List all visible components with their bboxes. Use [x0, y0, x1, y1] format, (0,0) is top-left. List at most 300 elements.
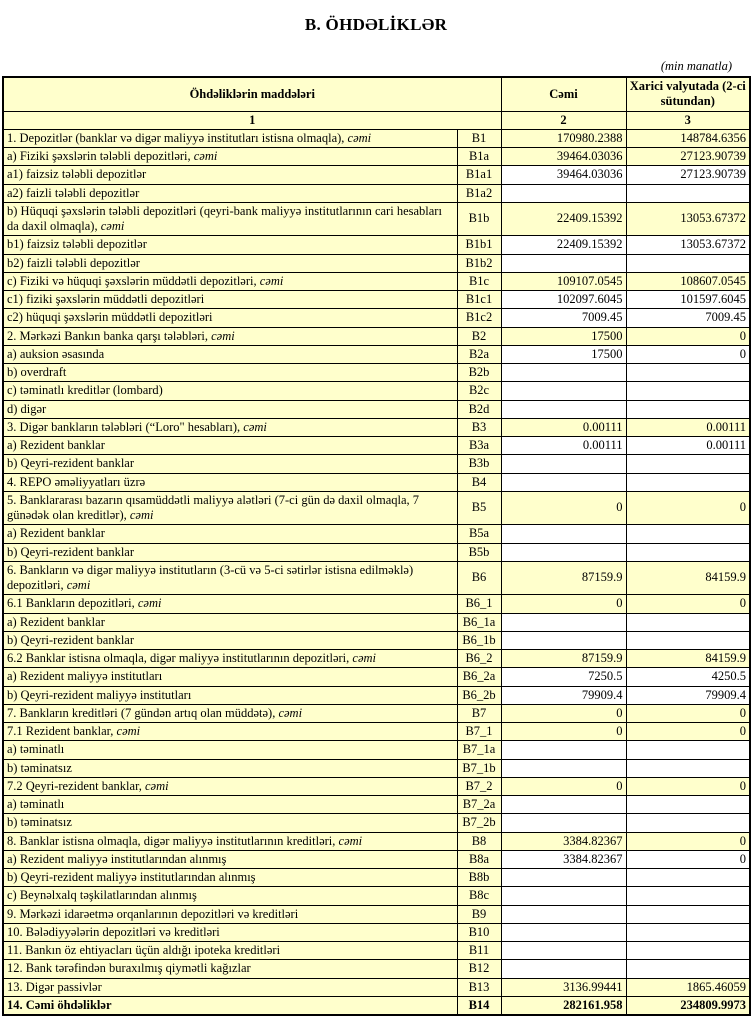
- row-label-text: a) təminatlı: [7, 742, 65, 757]
- row-foreign-cell: [626, 525, 750, 543]
- table-row: [3, 704, 750, 722]
- row-label-text: b) təminatsız: [7, 815, 72, 830]
- row-label-cell: [3, 832, 457, 850]
- row-code-cell: B2b: [457, 364, 501, 382]
- table-row: [3, 887, 750, 905]
- row-label-cell: [3, 129, 457, 147]
- row-foreign-cell: 0: [626, 777, 750, 795]
- row-total-cell: [501, 814, 626, 832]
- row-total-cell: [501, 364, 626, 382]
- row-total-cell: [501, 543, 626, 561]
- row-total-cell: [501, 796, 626, 814]
- table-row: [3, 905, 750, 923]
- row-total-cell: 0: [501, 723, 626, 741]
- row-total-cell: 102097.6045: [501, 291, 626, 309]
- colnum-total: 2: [501, 111, 626, 129]
- row-label-cell: [3, 850, 457, 868]
- row-foreign-cell: 7009.45: [626, 309, 750, 327]
- row-label-text: 7. Bankların kreditləri (7 gündən artıq olan müddətə),: [7, 705, 279, 720]
- row-label-text: 7.2 Qeyri-rezident banklar,: [7, 778, 145, 793]
- row-code-cell: B3: [457, 418, 501, 436]
- row-label-italic-suffix: cəmi: [211, 328, 235, 343]
- row-total-cell: [501, 455, 626, 473]
- row-code-cell: B6_1: [457, 595, 501, 613]
- row-foreign-cell: [626, 455, 750, 473]
- row-label-cell: [3, 400, 457, 418]
- row-total-cell: [501, 184, 626, 202]
- row-total-cell: [501, 254, 626, 272]
- row-label-cell: [3, 437, 457, 455]
- row-label-text: 7.1 Rezident banklar,: [7, 724, 117, 738]
- row-label-cell: [3, 418, 457, 436]
- row-code-cell: B1a1: [457, 166, 501, 184]
- row-foreign-cell: 0: [626, 723, 750, 741]
- row-total-cell: 87159.9: [501, 561, 626, 595]
- row-label-text: a) Rezident maliyyə institutları: [7, 669, 163, 684]
- row-code-cell: B1b: [457, 202, 501, 236]
- row-total-cell: 0: [501, 777, 626, 795]
- row-foreign-cell: 148784.6356: [626, 129, 750, 147]
- row-total-cell: [501, 759, 626, 777]
- row-foreign-cell: 234809.9973: [626, 996, 750, 1015]
- row-label-cell: [3, 254, 457, 272]
- row-code-cell: B3b: [457, 455, 501, 473]
- row-foreign-cell: 84159.9: [626, 650, 750, 668]
- row-foreign-cell: [626, 400, 750, 418]
- row-foreign-cell: [626, 364, 750, 382]
- row-code-cell: B6_1a: [457, 613, 501, 631]
- row-label-cell: [3, 202, 457, 236]
- row-label-cell: [3, 327, 457, 345]
- row-total-cell: 7009.45: [501, 309, 626, 327]
- row-code-cell: B1: [457, 129, 501, 147]
- row-label-text: 9. Mərkəzi idarəetmə orqanlarının depozitləri və kreditləri: [7, 906, 299, 921]
- row-label-text: 4. REPO əməliyyatları üzrə: [7, 474, 146, 489]
- row-total-cell: 3136.99441: [501, 978, 626, 996]
- table-row: [3, 202, 750, 236]
- table-header-row: [3, 77, 750, 111]
- table-row: [3, 309, 750, 327]
- row-foreign-cell: 79909.4: [626, 686, 750, 704]
- row-label-text: b) Hüquqi şəxslərin tələbli depozitləri (qeyri-bank maliyyə institutlarının cari hesabları da daxil olmaqla),: [7, 203, 442, 233]
- table-row: [3, 850, 750, 868]
- row-label-text: b) Qeyri-rezident banklar: [7, 456, 135, 471]
- row-label-cell: [3, 796, 457, 814]
- row-total-cell: [501, 960, 626, 978]
- row-label-cell: [3, 777, 457, 795]
- row-label-text: b) Qeyri-rezident maliyyə institutları: [7, 687, 192, 702]
- row-label-text: 14. Cəmi öhdəliklər: [7, 997, 112, 1012]
- row-code-cell: B11: [457, 942, 501, 960]
- row-label-text: c1) fiziki şəxslərin müddətli depozitləri: [7, 292, 205, 306]
- header-items: Öhdəliklərin maddələri: [3, 77, 501, 111]
- row-total-cell: 79909.4: [501, 686, 626, 704]
- header-total: Cəmi: [501, 77, 626, 111]
- row-code-cell: B6_2: [457, 650, 501, 668]
- row-label-cell: [3, 382, 457, 400]
- row-code-cell: B5: [457, 491, 501, 525]
- row-label-text: 12. Bank tərəfindən buraxılmış qiymətli kağızlar: [7, 961, 251, 976]
- row-code-cell: B2c: [457, 382, 501, 400]
- table-row: [3, 723, 750, 741]
- table-row: [3, 236, 750, 254]
- row-total-cell: 3384.82367: [501, 850, 626, 868]
- row-total-cell: [501, 923, 626, 941]
- row-label-cell: [3, 543, 457, 561]
- row-label-text: a2) faizli tələbli depozitlər: [7, 185, 140, 200]
- row-label-italic-suffix: cəmi: [259, 273, 284, 288]
- row-label-cell: [3, 148, 457, 166]
- row-code-cell: B6_2b: [457, 686, 501, 704]
- table-row: [3, 832, 750, 850]
- table-row: [3, 759, 750, 777]
- row-label-text: a) Fiziki şəxslərin tələbli depozitləri,: [7, 149, 194, 163]
- row-code-cell: B8a: [457, 850, 501, 868]
- row-code-cell: B4: [457, 473, 501, 491]
- row-foreign-cell: [626, 814, 750, 832]
- row-code-cell: B13: [457, 978, 501, 996]
- colnum-items: 1: [3, 111, 501, 129]
- row-code-cell: B14: [457, 996, 501, 1015]
- table-row: [3, 686, 750, 704]
- row-foreign-cell: 0: [626, 704, 750, 722]
- row-label-text: b) Qeyri-rezident maliyyə institutlarından alınmış: [7, 870, 256, 884]
- row-label-cell: [3, 309, 457, 327]
- table-row: [3, 741, 750, 759]
- colnum-foreign: 3: [626, 111, 750, 129]
- row-label-text: 10. Bələdiyyələrin depozitləri və kreditləri: [7, 924, 220, 939]
- row-label-text: b) təminatsız: [7, 760, 72, 775]
- row-total-cell: 0.00111: [501, 437, 626, 455]
- row-label-text: 6.1 Bankların depozitləri,: [7, 596, 138, 611]
- row-foreign-cell: 0: [626, 832, 750, 850]
- row-label-text: b1) faizsiz tələbli depozitlər: [7, 237, 147, 252]
- row-code-cell: B7_1: [457, 723, 501, 741]
- row-total-cell: [501, 382, 626, 400]
- row-label-text: 6.2 Banklar istisna olmaqla, digər maliyyə institutlarının depozitləri,: [7, 651, 353, 665]
- row-label-text: c2) hüquqi şəxslərin müddətli depozitləri: [7, 310, 213, 325]
- row-code-cell: B2: [457, 327, 501, 345]
- row-label-text: a1) faizsiz tələbli depozitlər: [7, 167, 147, 182]
- row-foreign-cell: 108607.0545: [626, 272, 750, 290]
- row-code-cell: B1c1: [457, 291, 501, 309]
- table-row: [3, 996, 750, 1015]
- row-foreign-cell: 0: [626, 850, 750, 868]
- row-foreign-cell: [626, 960, 750, 978]
- row-label-cell: [3, 686, 457, 704]
- row-foreign-cell: 27123.90739: [626, 166, 750, 184]
- row-foreign-cell: 0: [626, 491, 750, 525]
- row-label-cell: [3, 184, 457, 202]
- row-code-cell: B8: [457, 832, 501, 850]
- table-row: [3, 345, 750, 363]
- row-foreign-cell: [626, 741, 750, 759]
- row-label-text: a) Rezident maliyyə institutlarından alınmış: [7, 851, 227, 866]
- row-code-cell: B5b: [457, 543, 501, 561]
- row-label-text: 2. Mərkəzi Bankın banka qarşı tələbləri,: [7, 328, 212, 343]
- row-label-cell: [3, 650, 457, 668]
- row-code-cell: B9: [457, 905, 501, 923]
- row-label-cell: [3, 960, 457, 978]
- row-label-cell: [3, 455, 457, 473]
- row-code-cell: B2a: [457, 345, 501, 363]
- row-total-cell: 109107.0545: [501, 272, 626, 290]
- row-total-cell: [501, 473, 626, 491]
- row-foreign-cell: 0.00111: [626, 418, 750, 436]
- table-row: [3, 473, 750, 491]
- row-label-cell: [3, 473, 457, 491]
- row-label-italic-suffix: cəmi: [129, 508, 154, 522]
- row-code-cell: B1a2: [457, 184, 501, 202]
- row-label-cell: [3, 814, 457, 832]
- row-total-cell: [501, 942, 626, 960]
- table-row: [3, 650, 750, 668]
- row-label-cell: [3, 491, 457, 525]
- table-row: [3, 561, 750, 595]
- row-foreign-cell: [626, 869, 750, 887]
- table-row: [3, 418, 750, 436]
- row-label-cell: [3, 272, 457, 290]
- row-foreign-cell: 1865.46059: [626, 978, 750, 996]
- table-row: [3, 327, 750, 345]
- table-row: [3, 631, 750, 649]
- row-total-cell: [501, 887, 626, 905]
- table-row: [3, 148, 750, 166]
- row-label-cell: [3, 759, 457, 777]
- row-total-cell: 0.00111: [501, 418, 626, 436]
- liabilities-table: [2, 76, 751, 1016]
- row-label-text: a) Rezident banklar: [7, 614, 105, 629]
- row-label-italic-suffix: cəmi: [352, 651, 377, 665]
- row-foreign-cell: 27123.90739: [626, 148, 750, 166]
- row-foreign-cell: [626, 905, 750, 923]
- table-row: [3, 796, 750, 814]
- row-total-cell: 170980.2388: [501, 129, 626, 147]
- row-total-cell: [501, 400, 626, 418]
- row-foreign-cell: 0.00111: [626, 437, 750, 455]
- table-row: [3, 978, 750, 996]
- row-label-italic-suffix: cəmi: [278, 705, 303, 720]
- row-label-italic-suffix: cəmi: [144, 778, 169, 793]
- row-foreign-cell: [626, 382, 750, 400]
- table-row: [3, 525, 750, 543]
- row-code-cell: B1c2: [457, 309, 501, 327]
- row-label-cell: [3, 942, 457, 960]
- row-label-italic-suffix: cəmi: [347, 130, 372, 145]
- row-total-cell: 17500: [501, 345, 626, 363]
- row-label-text: 11. Bankın öz ehtiyacları üçün aldığı ipoteka kreditləri: [7, 943, 281, 957]
- table-row: [3, 129, 750, 147]
- row-label-text: a) auksion əsasında: [7, 346, 105, 361]
- row-code-cell: B6: [457, 561, 501, 595]
- row-label-cell: [3, 364, 457, 382]
- row-foreign-cell: [626, 796, 750, 814]
- row-label-text: 1. Depozitlər (banklar və digər maliyyə institutları istisna olmaqla),: [7, 130, 348, 145]
- row-label-text: 6. Bankların və digər maliyyə institutların (3-cü və 5-ci sətirlər istisna edilməklə) depozitləri,: [7, 562, 414, 592]
- row-foreign-cell: 4250.5: [626, 668, 750, 686]
- row-label-text: 5. Banklararası bazarın qısamüddətli maliyyə alətləri (7-ci gün də daxil olmaqla, 7 günədək olan kreditlər),: [7, 492, 420, 522]
- row-total-cell: 0: [501, 491, 626, 525]
- row-total-cell: [501, 525, 626, 543]
- row-code-cell: B7_1a: [457, 741, 501, 759]
- row-label-cell: [3, 345, 457, 363]
- row-foreign-cell: 0: [626, 595, 750, 613]
- row-label-cell: [3, 996, 457, 1015]
- row-label-italic-suffix: cəmi: [243, 419, 267, 434]
- row-foreign-cell: [626, 942, 750, 960]
- row-label-cell: [3, 525, 457, 543]
- row-total-cell: 0: [501, 595, 626, 613]
- table-row: [3, 960, 750, 978]
- row-label-text: d) digər: [7, 401, 47, 416]
- row-code-cell: B7_2b: [457, 814, 501, 832]
- row-foreign-cell: [626, 254, 750, 272]
- row-foreign-cell: [626, 184, 750, 202]
- row-code-cell: B1a: [457, 148, 501, 166]
- row-total-cell: 0: [501, 704, 626, 722]
- row-foreign-cell: [626, 613, 750, 631]
- row-code-cell: B12: [457, 960, 501, 978]
- row-foreign-cell: 0: [626, 327, 750, 345]
- row-label-italic-suffix: cəmi: [66, 578, 91, 592]
- row-code-cell: B10: [457, 923, 501, 941]
- row-foreign-cell: [626, 887, 750, 905]
- row-label-cell: [3, 905, 457, 923]
- row-foreign-cell: 101597.6045: [626, 291, 750, 309]
- row-foreign-cell: 13053.67372: [626, 236, 750, 254]
- table-row: [3, 777, 750, 795]
- row-total-cell: [501, 741, 626, 759]
- row-total-cell: [501, 869, 626, 887]
- table-row: [3, 491, 750, 525]
- row-total-cell: 7250.5: [501, 668, 626, 686]
- row-label-cell: [3, 166, 457, 184]
- table-row: [3, 923, 750, 941]
- row-total-cell: 22409.15392: [501, 236, 626, 254]
- row-code-cell: B6_2a: [457, 668, 501, 686]
- table-row: [3, 166, 750, 184]
- row-label-text: c) Fiziki və hüquqi şəxslərin müddətli depozitləri,: [7, 273, 260, 288]
- row-label-cell: [3, 595, 457, 613]
- row-total-cell: 87159.9: [501, 650, 626, 668]
- table-row: [3, 437, 750, 455]
- row-label-text: a) Rezident banklar: [7, 526, 105, 541]
- table-row: [3, 291, 750, 309]
- row-code-cell: B7_2a: [457, 796, 501, 814]
- row-label-cell: [3, 723, 457, 741]
- row-label-text: 13. Digər passivlər: [7, 979, 102, 994]
- row-label-text: b) overdraft: [7, 365, 67, 379]
- table-row: [3, 613, 750, 631]
- row-label-cell: [3, 923, 457, 941]
- row-foreign-cell: 13053.67372: [626, 202, 750, 236]
- row-label-text: b2) faizli tələbli depozitlər: [7, 255, 140, 270]
- row-total-cell: 22409.15392: [501, 202, 626, 236]
- header-foreign: Xarici valyutada (2-ci sütundan): [626, 77, 750, 111]
- page-title: B. ÖHDƏLİKLƏR: [304, 15, 448, 34]
- table-row: [3, 272, 750, 290]
- row-code-cell: B3a: [457, 437, 501, 455]
- row-label-italic-suffix: cəmi: [116, 724, 141, 738]
- row-label-text: b) Qeyri-rezident banklar: [7, 632, 135, 647]
- row-foreign-cell: [626, 473, 750, 491]
- row-label-italic-suffix: cəmi: [338, 833, 363, 848]
- table-row: [3, 455, 750, 473]
- row-code-cell: B1b2: [457, 254, 501, 272]
- row-label-italic-suffix: cəmi: [137, 596, 162, 611]
- row-total-cell: 3384.82367: [501, 832, 626, 850]
- row-code-cell: B8b: [457, 869, 501, 887]
- row-code-cell: B1b1: [457, 236, 501, 254]
- row-total-cell: [501, 613, 626, 631]
- unit-note: (min manatla): [660, 59, 732, 73]
- row-foreign-cell: [626, 631, 750, 649]
- table-row: [3, 543, 750, 561]
- row-label-cell: [3, 869, 457, 887]
- row-code-cell: B2d: [457, 400, 501, 418]
- row-label-italic-suffix: cəmi: [193, 149, 218, 163]
- row-foreign-cell: [626, 543, 750, 561]
- table-row: [3, 184, 750, 202]
- row-label-cell: [3, 887, 457, 905]
- row-foreign-cell: [626, 923, 750, 941]
- table-row: [3, 869, 750, 887]
- row-total-cell: 39464.03036: [501, 148, 626, 166]
- table-row: [3, 942, 750, 960]
- table-row: [3, 400, 750, 418]
- row-label-cell: [3, 236, 457, 254]
- table-row: [3, 364, 750, 382]
- row-label-text: 3. Digər bankların tələbləri (“Loro" hesabları),: [7, 419, 244, 434]
- row-label-text: a) təminatlı: [7, 797, 65, 811]
- table-row: [3, 595, 750, 613]
- table-row: [3, 254, 750, 272]
- row-label-cell: [3, 631, 457, 649]
- row-label-text: a) Rezident banklar: [7, 438, 105, 452]
- table-row: [3, 382, 750, 400]
- row-label-text: c) Beynəlxalq təşkilatlarından alınmış: [7, 888, 197, 903]
- row-code-cell: B6_1b: [457, 631, 501, 649]
- row-label-italic-suffix: cəmi: [100, 219, 125, 233]
- row-label-text: b) Qeyri-rezident banklar: [7, 544, 135, 559]
- row-label-text: 8. Banklar istisna olmaqla, digər maliyyə institutlarının kreditləri,: [7, 833, 339, 848]
- row-total-cell: [501, 905, 626, 923]
- row-label-cell: [3, 668, 457, 686]
- row-total-cell: 17500: [501, 327, 626, 345]
- table-row: [3, 814, 750, 832]
- row-label-cell: [3, 741, 457, 759]
- row-total-cell: [501, 631, 626, 649]
- row-foreign-cell: 0: [626, 345, 750, 363]
- row-code-cell: B1c: [457, 272, 501, 290]
- row-code-cell: B8c: [457, 887, 501, 905]
- row-label-cell: [3, 613, 457, 631]
- row-label-cell: [3, 704, 457, 722]
- row-label-text: c) təminatlı kreditlər (lombard): [7, 383, 163, 398]
- row-label-cell: [3, 291, 457, 309]
- row-code-cell: B7_2: [457, 777, 501, 795]
- row-code-cell: B7_1b: [457, 759, 501, 777]
- row-total-cell: 282161.958: [501, 996, 626, 1015]
- row-foreign-cell: 84159.9: [626, 561, 750, 595]
- row-label-cell: [3, 978, 457, 996]
- row-total-cell: 39464.03036: [501, 166, 626, 184]
- table-colnum-row: [3, 111, 750, 129]
- row-label-cell: [3, 561, 457, 595]
- row-code-cell: B7: [457, 704, 501, 722]
- row-foreign-cell: [626, 759, 750, 777]
- table-row: [3, 668, 750, 686]
